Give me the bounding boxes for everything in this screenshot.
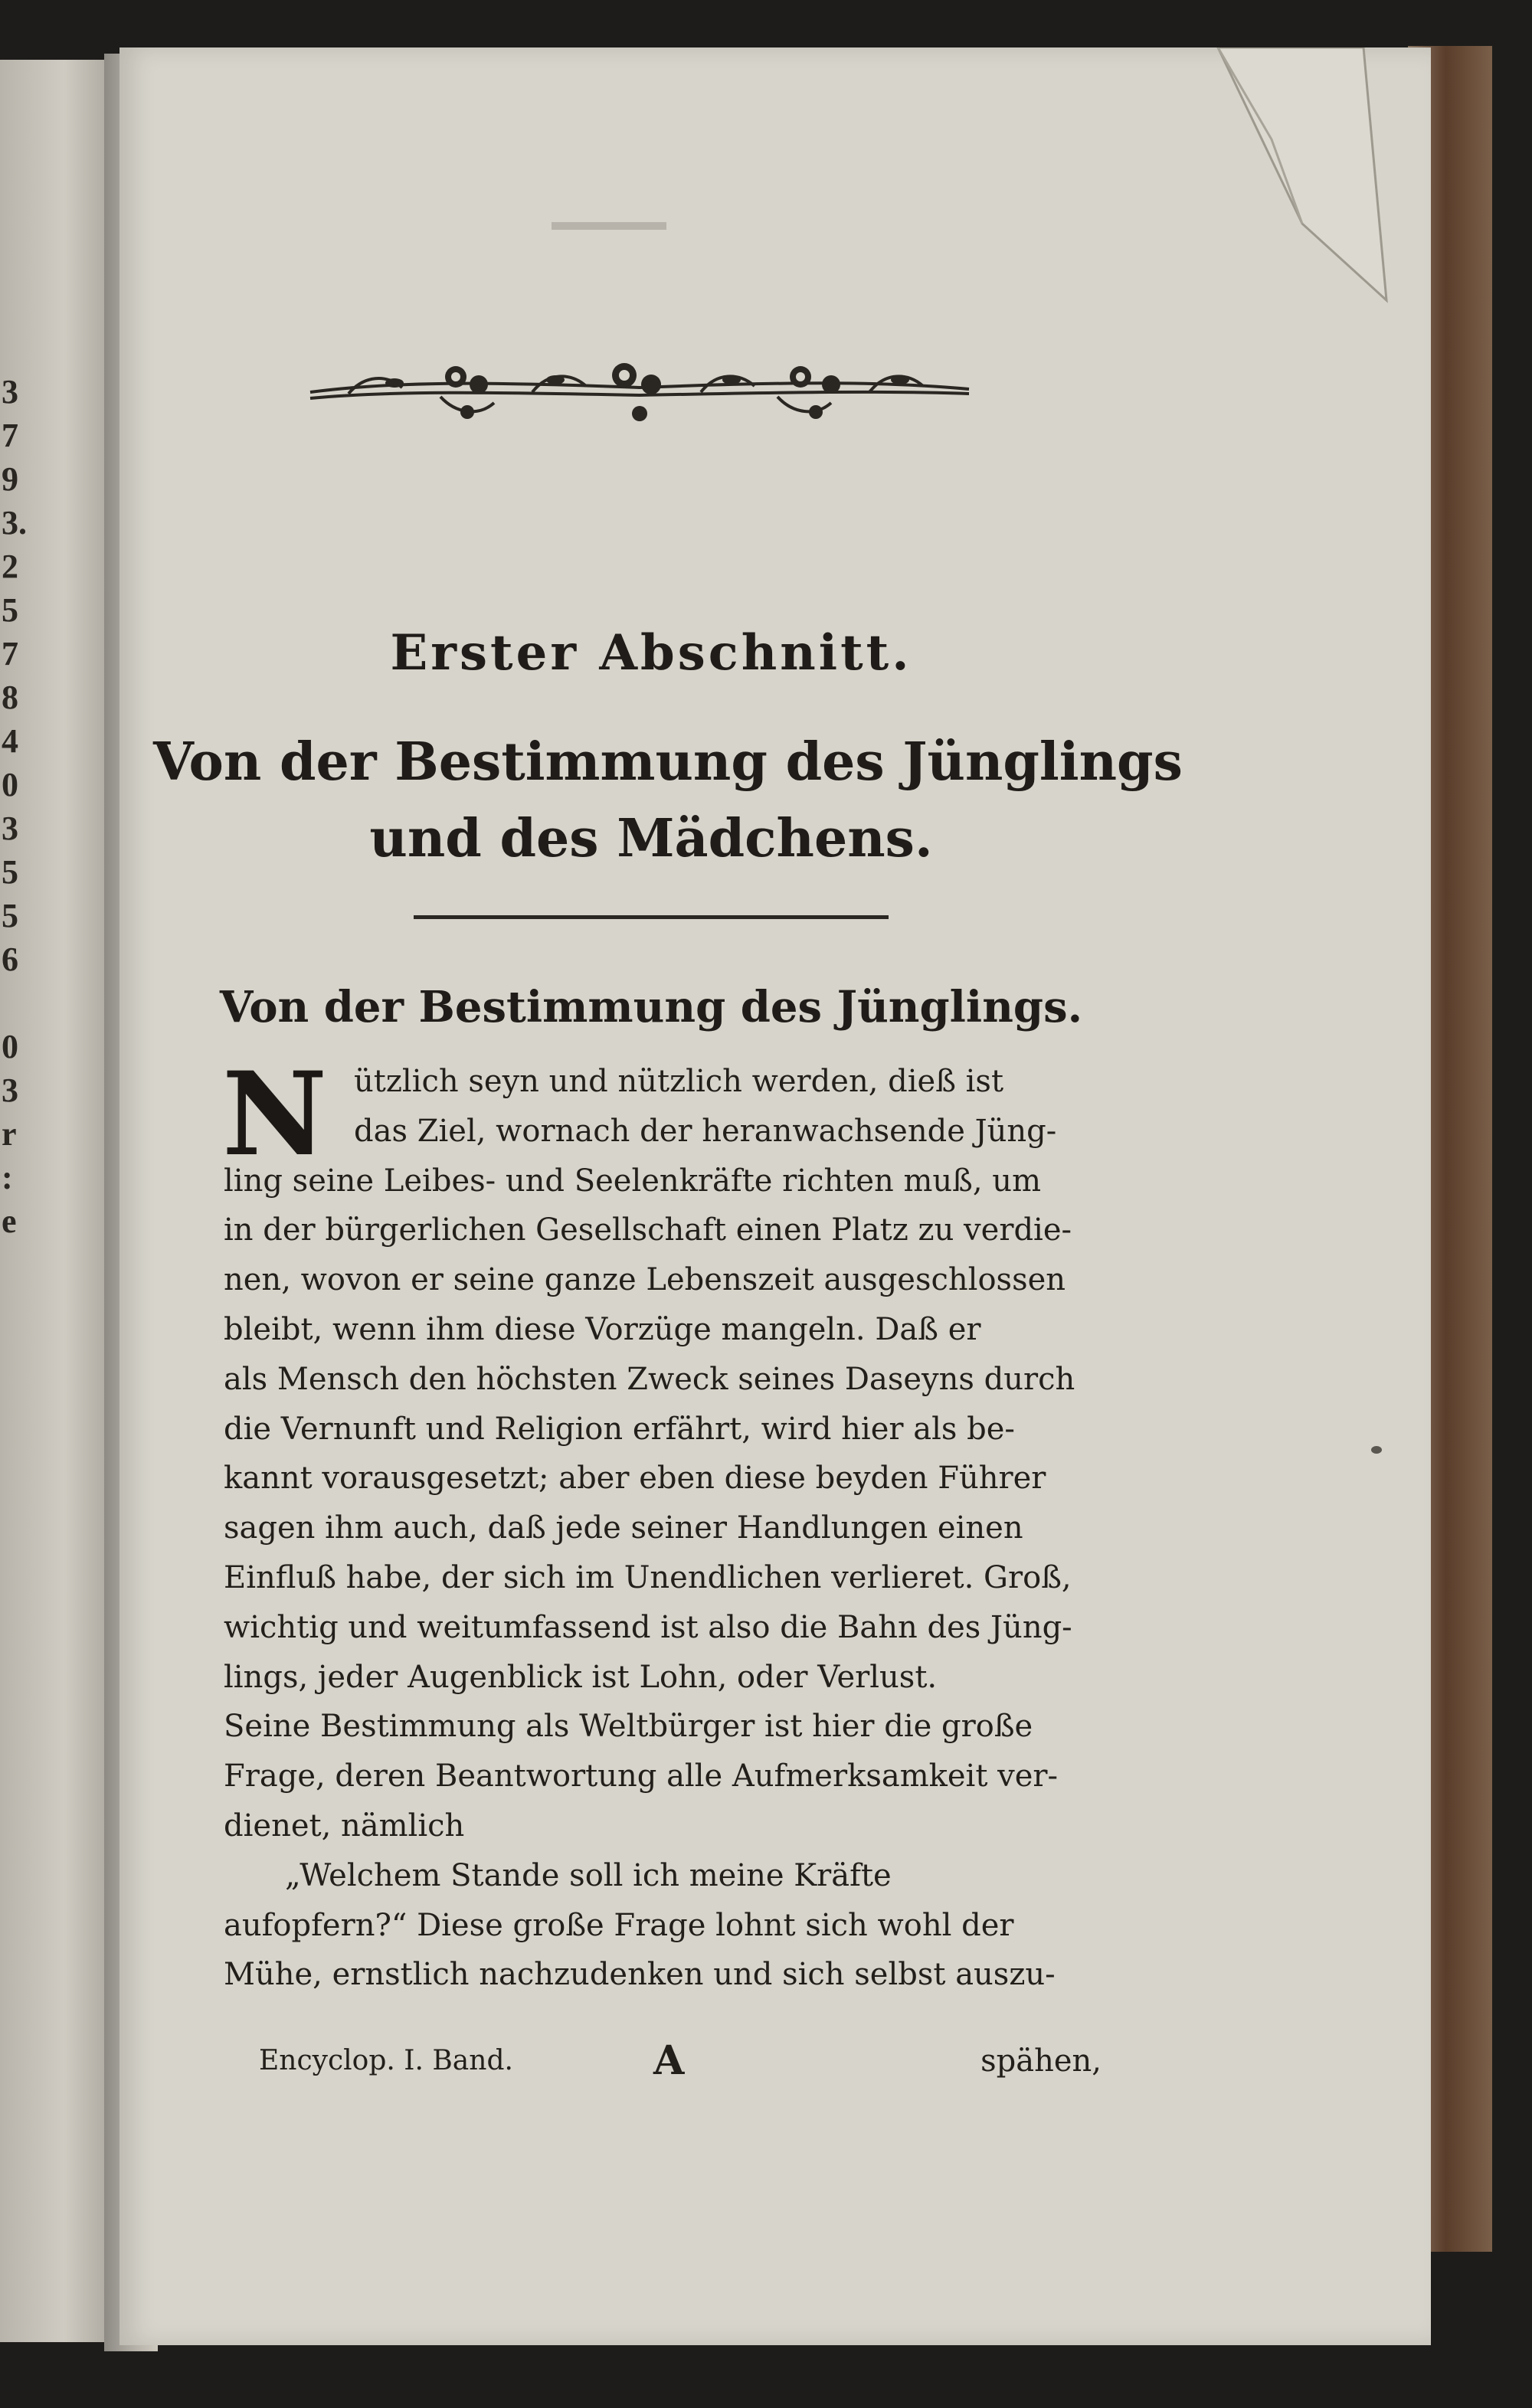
fragment: 3 [2, 373, 18, 411]
faint-header-mark [552, 222, 666, 230]
left-page-edge [0, 60, 116, 2342]
text-line: nen, wovon er seine ganze Lebenszeit ausgeschlossen [224, 1262, 1066, 1298]
text-line: Frage, deren Beantwortung alle Aufmerksamkeit ver- [224, 1759, 1059, 1795]
text-line: Seine Bestimmung als Weltbürger ist hier die große [224, 1709, 1033, 1745]
page-footer [259, 2037, 1102, 2083]
catchword: spähen, [980, 2043, 1102, 2079]
text-line: kannt vorausgesetzt; aber eben diese beyden Führer [224, 1461, 1046, 1497]
fragment: 2 [2, 548, 18, 585]
chapter-title-line: und des Mädchens. [369, 808, 933, 869]
text-line: aufopfern?“ Diese große Frage lohnt sich wohl der [224, 1907, 1014, 1943]
section-title: Erster Abschnitt. [390, 624, 912, 682]
text-line: Einfluß habe, der sich im Unendlichen verlieret. Groß, [224, 1559, 1072, 1595]
fragment: 5 [2, 853, 18, 891]
section-divider [414, 915, 889, 919]
text-line: ützlich seyn und nützlich werden, dieß ist [354, 1064, 1004, 1099]
fragment: 3. [2, 504, 27, 541]
fragment: r [2, 1115, 17, 1153]
text-line: dienet, nämlich [224, 1808, 465, 1844]
chapter-title-line: Von der Bestimmung des Jünglings [153, 731, 1183, 793]
signature-mark: Encyclop. I. Band. [259, 2045, 513, 2076]
body-text [222, 1047, 1097, 2000]
left-page-fragments [2, 370, 32, 1243]
fragment: 3 [2, 810, 18, 847]
text-line: sagen ihm auch, daß jede seiner Handlungen einen [224, 1510, 1023, 1546]
drop-cap: N [222, 1047, 328, 1182]
folded-corner [1210, 47, 1394, 308]
fragment: 0 [2, 1028, 18, 1065]
text-line: die Vernunft und Religion erfährt, wird hier als be- [224, 1411, 1015, 1447]
fragment: e [2, 1202, 17, 1240]
chapter-title [153, 724, 1183, 877]
text-line: ling seine Leibes- und Seelenkräfte richten muß, um [224, 1163, 1041, 1199]
text-line: „Welchem Stande soll ich meine Kräfte [285, 1857, 892, 1893]
fragment [2, 981, 32, 1025]
fragment: 9 [2, 460, 18, 498]
fragment: 4 [2, 722, 18, 760]
text-line: das Ziel, wornach der heranwachsende Jüng- [354, 1113, 1057, 1149]
text-line: Mühe, ernstlich nachzudenken und sich selbst auszu- [224, 1957, 1056, 1993]
paper-speck [1371, 1446, 1382, 1454]
fragment: 7 [2, 635, 18, 672]
subsection-title: Von der Bestimmung des Jünglings. [219, 982, 1083, 1032]
text-line: lings, jeder Augenblick ist Lohn, oder Verlust. [224, 1659, 938, 1695]
signature-letter: A [653, 2037, 685, 2084]
fragment: 0 [2, 766, 18, 803]
fragment: 7 [2, 417, 18, 454]
floral-ornament [303, 337, 977, 444]
fragment: 6 [2, 941, 18, 978]
text-line: wichtig und weitumfassend ist also die Bahn des Jüng- [224, 1609, 1072, 1645]
text-line: in der bürgerlichen Gesellschaft einen Platz zu verdie- [224, 1212, 1072, 1248]
fragment: 5 [2, 897, 18, 934]
text-line: als Mensch den höchsten Zweck seines Daseyns durch [224, 1361, 1075, 1397]
fragment: 8 [2, 679, 18, 716]
fragment: : [2, 1159, 13, 1196]
text-line: bleibt, wenn ihm diese Vorzüge mangeln. Daß er [224, 1311, 981, 1347]
fragment: 3 [2, 1071, 18, 1109]
fragment: 5 [2, 591, 18, 629]
